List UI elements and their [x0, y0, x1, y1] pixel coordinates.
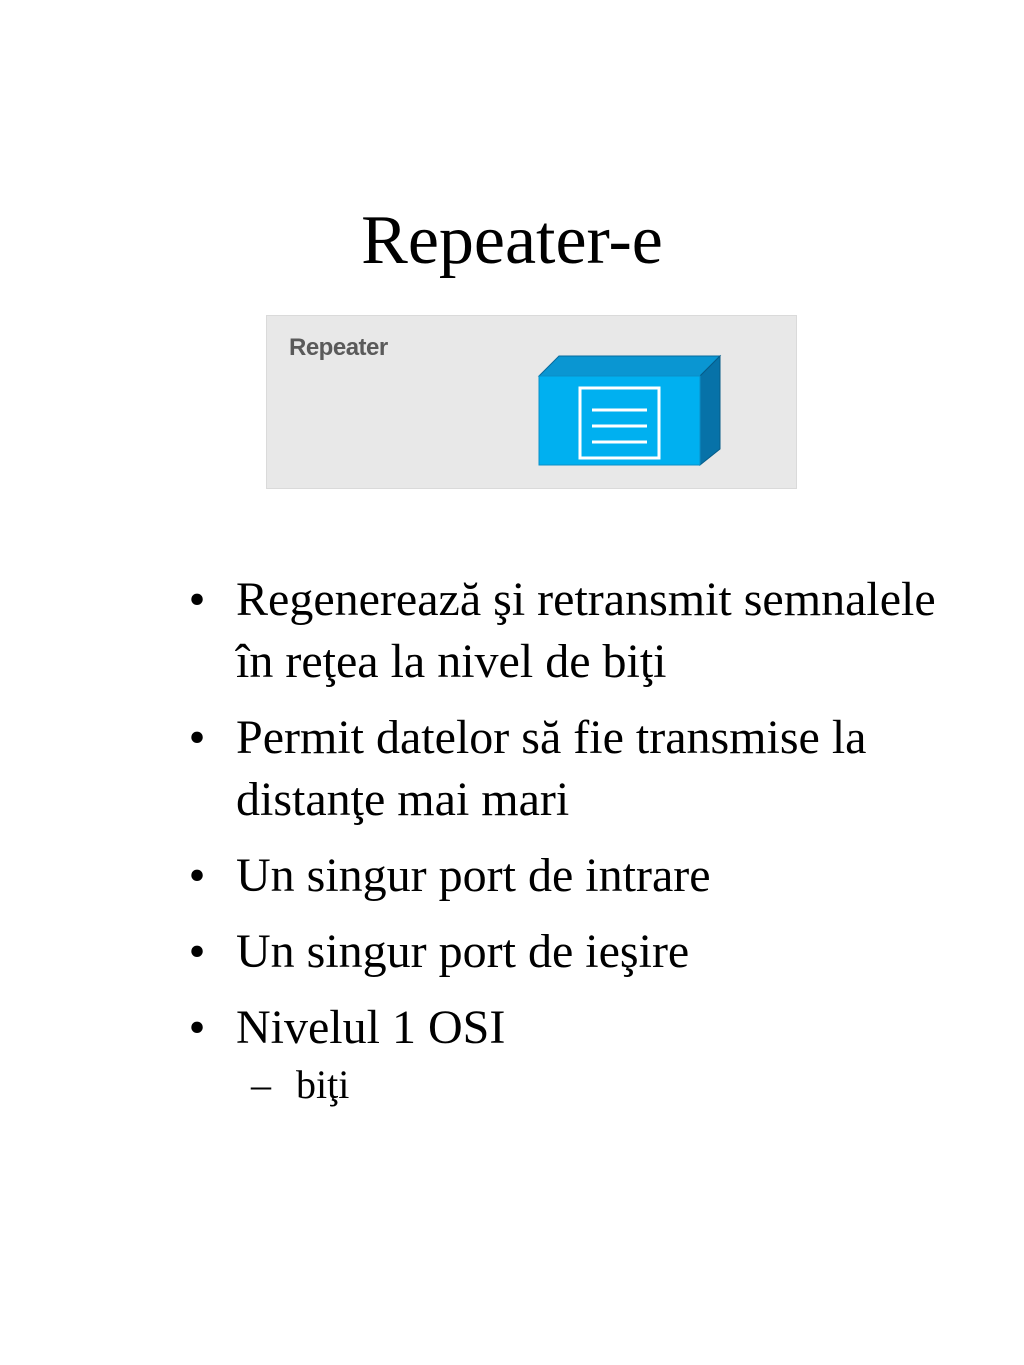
sub-bullet-marker: – [251, 1062, 271, 1107]
bullet-marker: • [188, 925, 206, 978]
repeater-box-top [539, 356, 720, 376]
bullet-item [182, 569, 962, 693]
bullet-list [182, 569, 962, 1111]
bullet-marker: • [188, 849, 206, 902]
bullet-text: Nivelul 1 OSI [236, 1001, 506, 1054]
bullet-text: Permit datelor să fie transmise la distanţe mai mari [236, 711, 867, 826]
bullet-item [182, 921, 962, 983]
repeater-box-side [700, 356, 720, 465]
repeater-device-panel [266, 315, 797, 489]
bullet-item [182, 845, 962, 907]
device-label: Repeater [289, 334, 388, 361]
slide-title: Repeater-e [361, 202, 663, 279]
sub-bullet-text: biţi [296, 1062, 350, 1107]
bullet-item [182, 707, 962, 831]
bullet-text: Un singur port de ieşire [236, 925, 690, 978]
bullet-marker: • [188, 1001, 206, 1054]
repeater-device-icon [537, 334, 722, 469]
sub-bullet-item [236, 1059, 962, 1111]
bullet-marker: • [188, 573, 206, 626]
bullet-text: Regenerează şi retransmit semnalele în reţea la nivel de biţi [236, 573, 936, 688]
bullet-item [182, 997, 962, 1111]
sub-bullet-list [236, 1059, 962, 1111]
bullet-text: Un singur port de intrare [236, 849, 711, 902]
bullet-marker: • [188, 711, 206, 764]
